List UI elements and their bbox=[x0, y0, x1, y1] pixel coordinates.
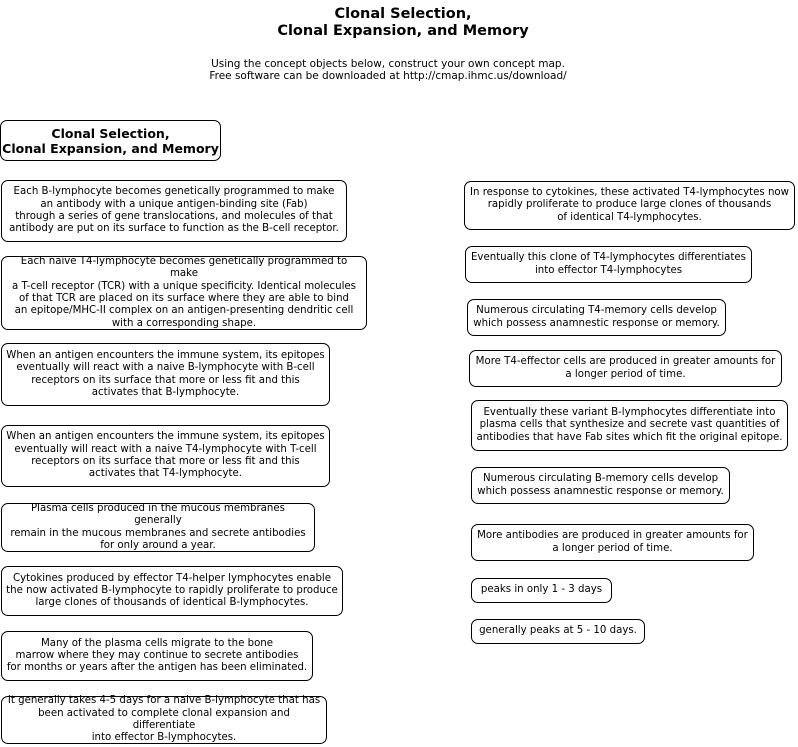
concept-box[interactable]: peaks in only 1 - 3 days bbox=[471, 578, 612, 603]
concept-box[interactable]: Plasma cells produced in the mucous membranes generally remain in the mucous membranes and secrete antibodies for only around a year. bbox=[1, 503, 315, 552]
concept-box[interactable]: Many of the plasma cells migrate to the bone marrow where they may continue to secrete antibodies for months or years after the antigen has been eliminated. bbox=[1, 631, 313, 681]
concept-box[interactable]: Eventually this clone of T4-lymphocytes differentiates into effector T4-lymphocytes bbox=[465, 246, 752, 283]
concept-box[interactable]: Each B-lymphocyte becomes genetically programmed to make an antibody with a unique antigen-binding site (Fab) through a series of gene translocations, and molecules of that antibody are put on its surface to function as the B-cell receptor. bbox=[1, 180, 347, 242]
concept-box[interactable]: More antibodies are produced in greater amounts for a longer period of time. bbox=[471, 524, 754, 561]
concept-box[interactable]: In response to cytokines, these activated T4-lymphocytes now rapidly proliferate to produce large clones of thousands of identical T4-lymphocytes. bbox=[464, 181, 795, 230]
concept-box[interactable]: Numerous circulating T4-memory cells develop which possess anamnestic response or memory. bbox=[467, 299, 726, 336]
concept-box[interactable]: Numerous circulating B-memory cells develop which possess anamnestic response or memory. bbox=[471, 467, 730, 504]
concept-box[interactable]: generally peaks at 5 - 10 days. bbox=[471, 619, 645, 644]
concept-box[interactable]: More T4-effector cells are produced in greater amounts for a longer period of time. bbox=[469, 350, 782, 387]
concept-box[interactable]: It generally takes 4-5 days for a naive B-lymphocyte that has been activated to complete clonal expansion and differentiate into effector B-lymphocytes. bbox=[1, 696, 327, 744]
concept-box[interactable]: Cytokines produced by effector T4-helper lymphocytes enable the now activated B-lymphocyte to rapidly proliferate to produce large clones of thousands of identical B-lymphocytes. bbox=[1, 566, 343, 616]
concept-box[interactable]: Eventually these variant B-lymphocytes differentiate into plasma cells that synthesize and secrete vast quantities of antibodies that have Fab sites which fit the original epitope. bbox=[471, 400, 788, 451]
instructions-text: Using the concept objects below, construct your own concept map. Free software can be downloaded at http://cmap.ihmc.us/download/ bbox=[209, 58, 567, 82]
concept-box[interactable]: Each naive T4-lymphocyte becomes genetically programmed to make a T-cell receptor (TCR) with a unique specificity. Identical molecules of that TCR are placed on its surface where they are able to bind an epitope/MHC-II complex on an antigen-presenting dendritic cell with a corresponding shape. bbox=[1, 256, 367, 330]
page-title: Clonal Selection, Clonal Expansion, and Memory bbox=[277, 6, 529, 39]
concept-box[interactable]: When an antigen encounters the immune system, its epitopes eventually will react with a naive T4-lymphocyte with T-cell receptors on its surface that more or less fit and this activates that T4-lymphocyte. bbox=[1, 425, 330, 487]
concept-box[interactable]: When an antigen encounters the immune system, its epitopes eventually will react with a naive B-lymphocyte with B-cell receptors on its surface that more or less fit and this activates that B-lymphocyte. bbox=[1, 343, 330, 406]
main-concept-box[interactable]: Clonal Selection, Clonal Expansion, and Memory bbox=[0, 120, 221, 161]
